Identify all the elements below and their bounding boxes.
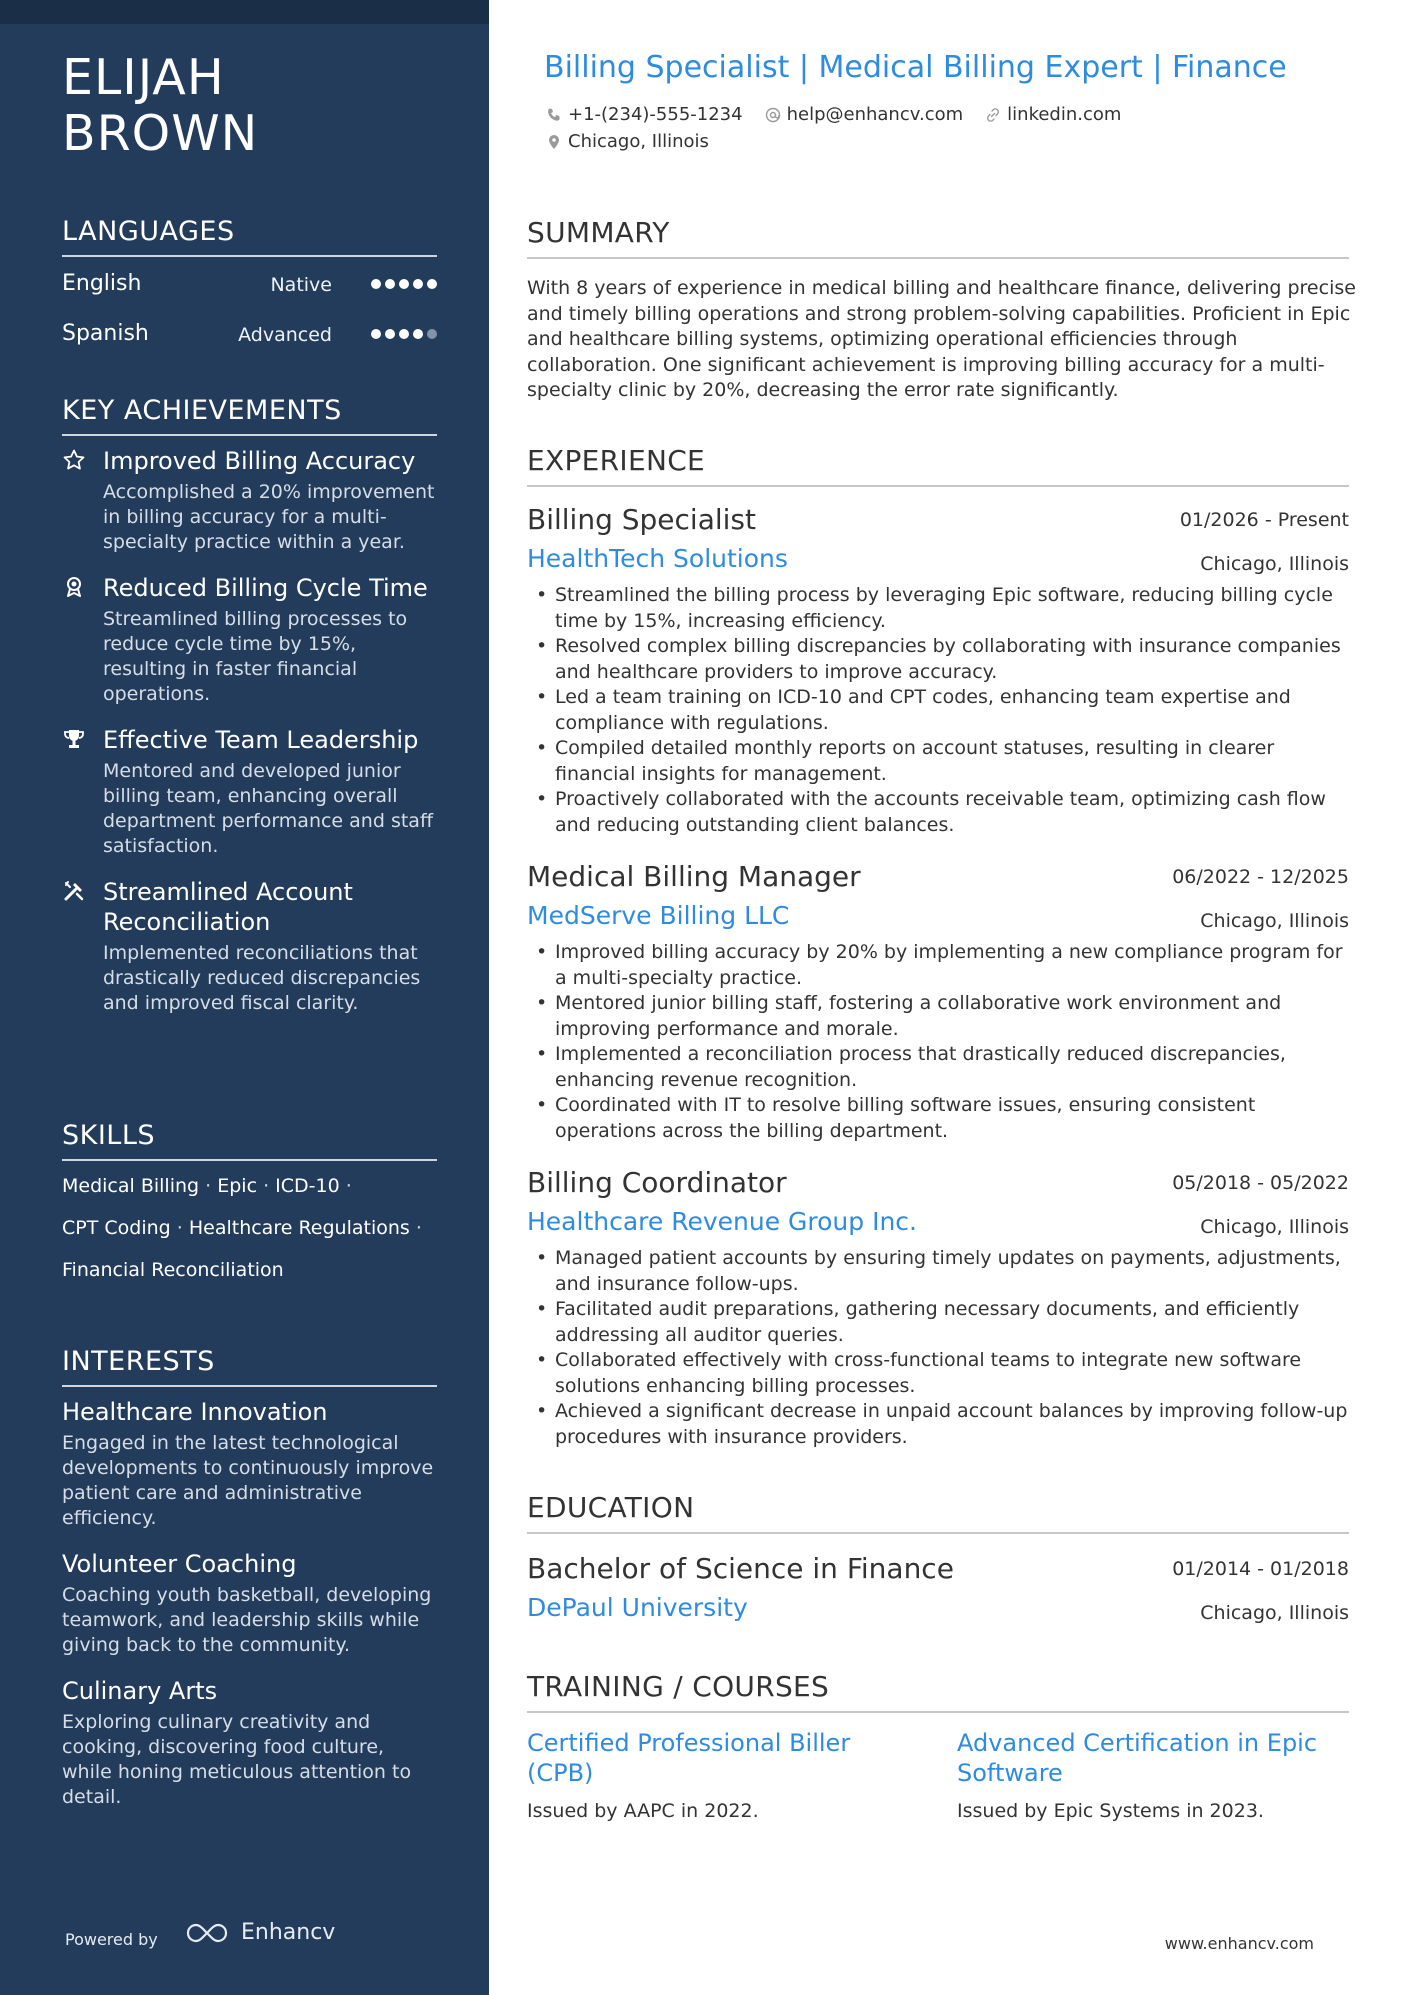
first-name: ELIJAH: [62, 49, 225, 106]
proficiency-dot: [413, 279, 423, 289]
interest-desc: Engaged in the latest technological developments to continuously improve patient care and administrative efficiency.: [62, 1432, 434, 1529]
enhancv-logo-icon: [185, 1921, 231, 1945]
language-level: Advanced: [238, 324, 332, 346]
achievement-desc: Streamlined billing processes to reduce cycle time by 15%, resulting in faster financial operations.: [103, 608, 408, 705]
achievement-item: [62, 877, 437, 1016]
achievement-title: Effective Team Leadership: [103, 726, 419, 754]
interest-desc: Exploring culinary creativity and cooking, discovering food culture, while honing meticulous attention to detail.: [62, 1711, 412, 1808]
job-location: Chicago, Illinois: [1200, 553, 1349, 575]
proficiency-dot: [385, 279, 395, 289]
course-title: Advanced Certification in Epic Software: [957, 1729, 1318, 1787]
job-title: Billing Coordinator: [527, 1166, 787, 1199]
skill-separator: ·: [205, 1175, 212, 1197]
proficiency-dot: [427, 329, 437, 339]
job-entry: [527, 503, 1349, 838]
job-bullet: • Resolved complex billing discrepancies by collaborating with insurance companies and healthcare providers to improve accuracy.: [527, 634, 1349, 685]
skills-title: SKILLS: [62, 1120, 437, 1161]
job-dates: 01/2026 - Present: [1179, 509, 1349, 531]
job-bullet: • Streamlined the billing process by leveraging Epic software, reducing billing cycle time by 15%, increasing efficiency.: [527, 583, 1349, 634]
course-item: [957, 1728, 1337, 1822]
proficiency-dot: [413, 329, 423, 339]
achievement-desc: Mentored and developed junior billing team, enhancing overall department performance and staff satisfaction.: [103, 760, 434, 857]
job-location: Chicago, Illinois: [1200, 1216, 1349, 1238]
at-icon: [765, 107, 781, 123]
language-proficiency-dots: [371, 279, 437, 289]
brand-logo[interactable]: [185, 1920, 335, 1945]
job-bullet: • Facilitated audit preparations, gathering necessary documents, and efficiently addressing all auditor queries.: [527, 1297, 1349, 1348]
course-item: [527, 1728, 907, 1822]
interest-title: Culinary Arts: [62, 1677, 218, 1705]
medal-icon: [62, 575, 86, 599]
interests-section: [62, 1346, 437, 1810]
trophy-icon: [62, 727, 86, 751]
location-pin-icon: [546, 134, 562, 150]
proficiency-dot: [427, 279, 437, 289]
achievement-title: Streamlined Account Reconciliation: [103, 878, 353, 936]
skill-tag: CPT Coding: [62, 1217, 171, 1239]
phone-text: +1-(234)-555-1234: [568, 104, 743, 125]
link-icon: [985, 107, 1001, 123]
achievements-section: [62, 395, 437, 1016]
achievement-title: Improved Billing Accuracy: [103, 447, 416, 475]
footer-url[interactable]: www.enhancv.com: [1164, 1934, 1314, 1953]
contact-linkedin[interactable]: [985, 104, 1121, 125]
summary-title: SUMMARY: [527, 216, 1349, 259]
location-text: Chicago, Illinois: [568, 131, 709, 152]
job-company: Healthcare Revenue Group Inc.: [527, 1207, 918, 1236]
course-desc: Issued by Epic Systems in 2023.: [957, 1800, 1264, 1822]
language-name: English: [62, 271, 142, 296]
achievement-title: Reduced Billing Cycle Time: [103, 574, 428, 602]
tools-icon: [62, 879, 86, 903]
sidebar: [0, 0, 489, 1995]
email-text: help@enhancv.com: [786, 104, 964, 125]
interest-title: Volunteer Coaching: [62, 1550, 297, 1578]
language-proficiency-dots: [371, 329, 437, 339]
skills-line: [62, 1249, 437, 1291]
skill-separator: ·: [263, 1175, 270, 1197]
education-title: EDUCATION: [527, 1491, 1349, 1534]
training-title: TRAINING / COURSES: [527, 1670, 1349, 1713]
powered-by-label: Powered by: [65, 1930, 158, 1949]
job-dates: 05/2018 - 05/2022: [1172, 1172, 1349, 1194]
candidate-name: [62, 50, 258, 162]
languages-title: LANGUAGES: [62, 216, 437, 257]
contact-location: [546, 131, 709, 152]
job-bullet: • Led a team training on ICD-10 and CPT codes, enhancing team expertise and compliance with regulations.: [527, 685, 1349, 736]
job-title: Medical Billing Manager: [527, 860, 861, 893]
education-dates: 01/2014 - 01/2018: [1172, 1558, 1349, 1580]
education-location: Chicago, Illinois: [1200, 1602, 1349, 1624]
headline: Billing Specialist | Medical Billing Expert | Finance: [544, 50, 1287, 85]
job-company: MedServe Billing LLC: [527, 901, 790, 930]
skills-section: [62, 1120, 437, 1291]
job-bullet: • Proactively collaborated with the accounts receivable team, optimizing cash flow and reducing outstanding client balances.: [527, 787, 1349, 838]
language-level: Native: [270, 274, 332, 296]
achievement-desc: Accomplished a 20% improvement in billing accuracy for a multi-specialty practice within a year.: [103, 481, 435, 553]
job-bullet: • Coordinated with IT to resolve billing software issues, ensuring consistent operations across the billing department.: [527, 1093, 1349, 1144]
contact-row: [546, 104, 1143, 125]
language-row: [62, 257, 437, 307]
achievements-title: KEY ACHIEVEMENTS: [62, 395, 437, 436]
interest-desc: Coaching youth basketball, developing teamwork, and leadership skills while giving back to the community.: [62, 1584, 432, 1656]
skill-tag: Financial Reconciliation: [62, 1259, 284, 1281]
skill-separator: ·: [176, 1217, 183, 1239]
skill-tag: Epic: [217, 1175, 258, 1197]
skills-list: [62, 1165, 437, 1291]
languages-section: [62, 216, 437, 357]
language-name: Spanish: [62, 321, 149, 346]
job-bullet: • Managed patient accounts by ensuring timely updates on payments, adjustments, and insurance follow-ups.: [527, 1246, 1349, 1297]
job-title: Billing Specialist: [527, 503, 756, 536]
course-desc: Issued by AAPC in 2022.: [527, 1800, 759, 1822]
skill-tag: Healthcare Regulations: [188, 1217, 410, 1239]
interests-title: INTERESTS: [62, 1346, 437, 1387]
experience-title: EXPERIENCE: [527, 444, 1349, 487]
proficiency-dot: [371, 329, 381, 339]
achievement-item: [62, 573, 437, 707]
linkedin-text: linkedin.com: [1007, 104, 1122, 125]
school-name: DePaul University: [527, 1593, 748, 1622]
job-bullets: [527, 583, 1349, 838]
job-dates: 06/2022 - 12/2025: [1172, 866, 1349, 888]
job-company: HealthTech Solutions: [527, 544, 788, 573]
sidebar-top-band: [0, 0, 489, 24]
interest-title: Healthcare Innovation: [62, 1398, 328, 1426]
star-icon: [62, 448, 86, 472]
proficiency-dot: [399, 329, 409, 339]
skill-tag: ICD-10: [275, 1175, 340, 1197]
contact-row-location: [546, 131, 731, 152]
job-bullet: • Compiled detailed monthly reports on account statuses, resulting in clearer financial insights for management.: [527, 736, 1349, 787]
job-bullet: • Improved billing accuracy by 20% by implementing a new compliance program for a multi-specialty practice.: [527, 940, 1349, 991]
achievement-item: [62, 725, 437, 859]
skill-tag: Medical Billing: [62, 1175, 200, 1197]
education-entry: [527, 1552, 1349, 1624]
skill-separator: ·: [415, 1217, 422, 1239]
job-bullets: [527, 1246, 1349, 1450]
skills-line: [62, 1207, 437, 1249]
proficiency-dot: [371, 279, 381, 289]
proficiency-dot: [385, 329, 395, 339]
summary-text: With 8 years of experience in medical billing and healthcare finance, delivering precise and timely billing operations and strong problem-solving capabilities. Proficient in Epic and healthcare billing systems, optimizing operational efficiencies through collaboration. One significant achievement is improving billing accuracy for a multi-specialty clinic by 20%, decreasing the error rate significantly.: [527, 277, 1356, 401]
job-bullets: [527, 940, 1349, 1144]
job-entry: [527, 1166, 1349, 1450]
proficiency-dot: [399, 279, 409, 289]
achievement-desc: Implemented reconciliations that drastically reduced discrepancies and improved fiscal clarity.: [103, 942, 421, 1014]
skills-line: [62, 1165, 437, 1207]
degree-title: Bachelor of Science in Finance: [527, 1552, 954, 1585]
job-entry: [527, 860, 1349, 1144]
job-bullet: • Implemented a reconciliation process that drastically reduced discrepancies, enhancing revenue recognition.: [527, 1042, 1349, 1093]
phone-icon: [546, 107, 562, 123]
language-row: [62, 307, 437, 357]
achievement-item: [62, 446, 437, 555]
skill-separator: ·: [345, 1175, 352, 1197]
contact-phone[interactable]: [546, 104, 743, 125]
job-bullet: • Mentored junior billing staff, fostering a collaborative work environment and improving performance and morale.: [527, 991, 1349, 1042]
brand-name: Enhancv: [241, 1920, 336, 1945]
job-bullet: • Achieved a significant decrease in unpaid account balances by improving follow-up procedures with insurance providers.: [527, 1399, 1349, 1450]
course-title: Certified Professional Biller (CPB): [527, 1729, 851, 1787]
last-name: BROWN: [62, 105, 259, 162]
job-location: Chicago, Illinois: [1200, 910, 1349, 932]
job-bullet: • Collaborated effectively with cross-functional teams to integrate new software solutions enhancing billing processes.: [527, 1348, 1349, 1399]
contact-email[interactable]: [765, 104, 964, 125]
